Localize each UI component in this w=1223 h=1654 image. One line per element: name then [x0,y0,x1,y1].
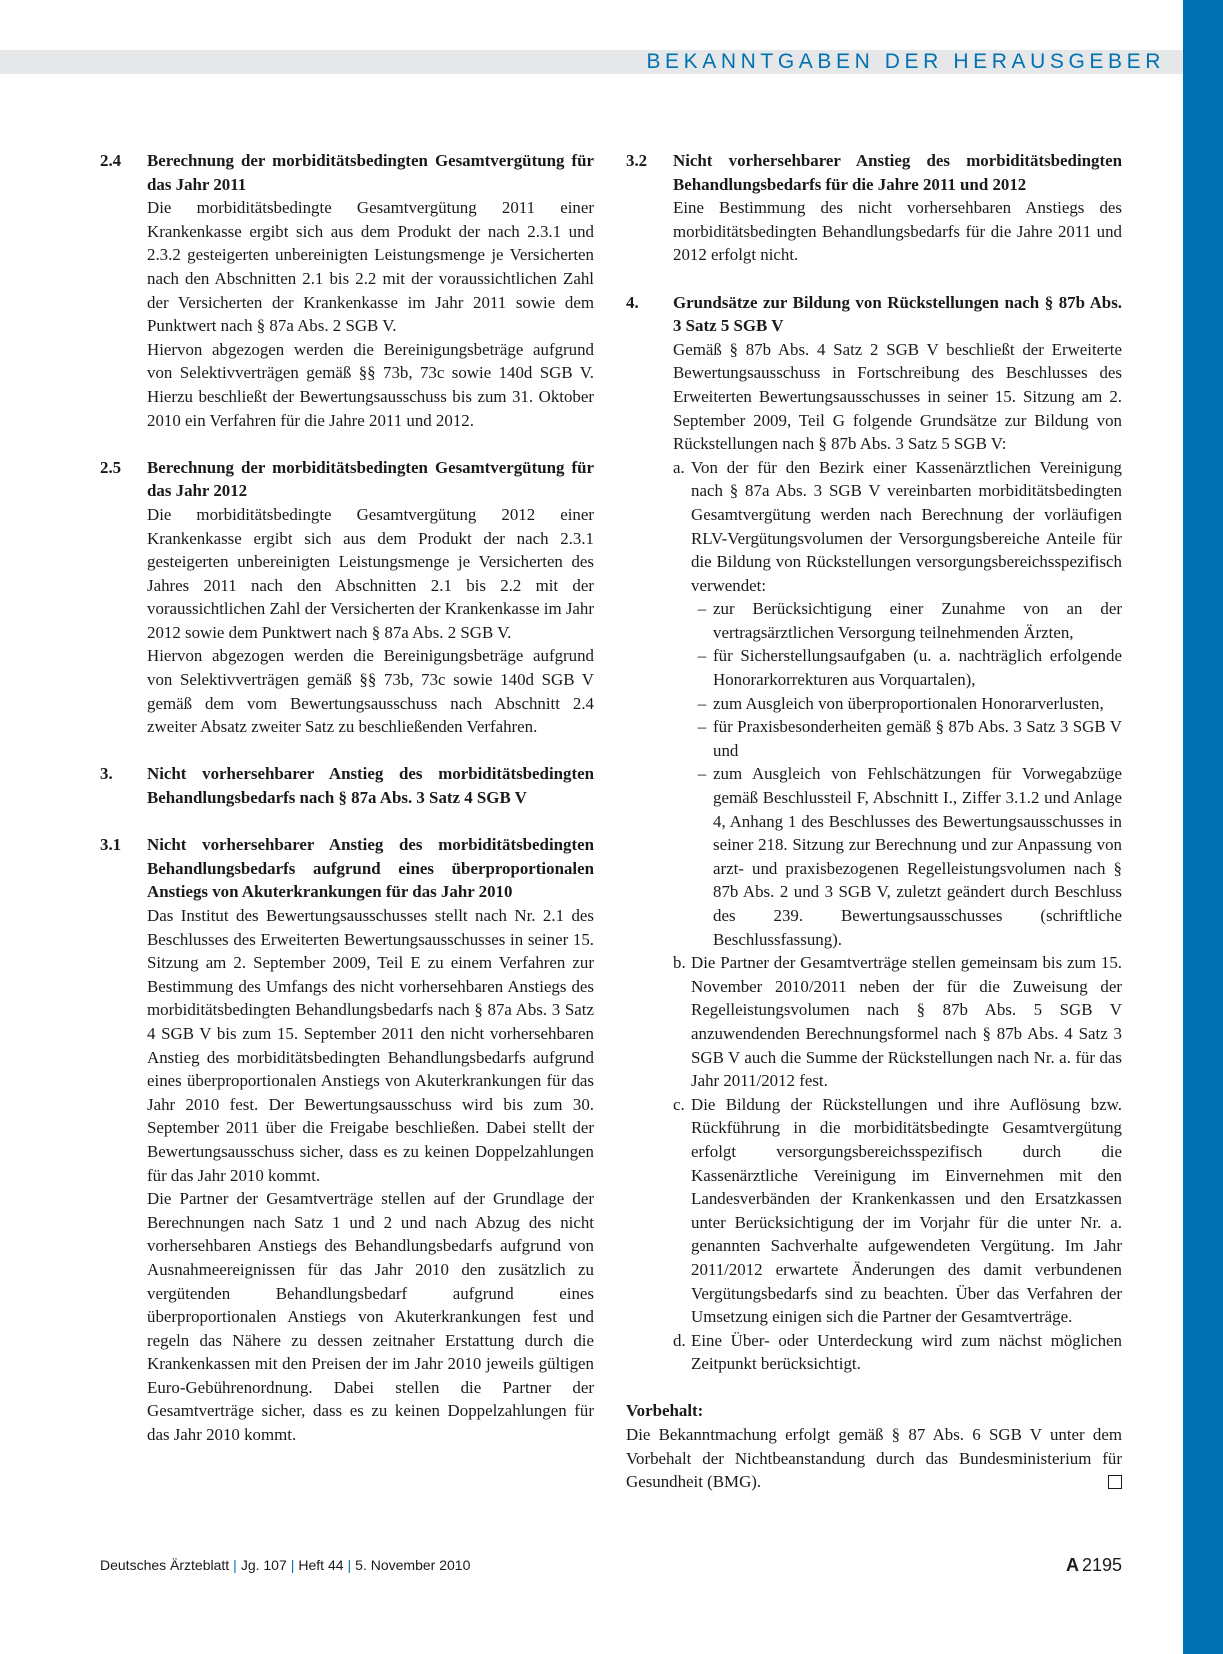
page-number: A 2195 [1065,1555,1122,1575]
section-2-4 [100,149,594,432]
section-heading: Grundsätze zur Bildung von Rückstellungen nach § 87b Abs. 3 Satz 5 SGB V [673,292,1122,336]
section-heading: Nicht vorhersehbarer Anstieg des morbiditätsbedingten Behandlungsbedarfs nach § 87a Abs. 3 Satz 4 SGB V [147,764,594,808]
list-item-text: Von der für den Bezirk einer Kassenärztlichen Vereinigung nach § 87a Abs. 3 SGB V vereinbarten morbiditätsbedingten Gesamtvergütung werden nach Berechnung der vorläufigen RLV-Vergütungsvolumen der Versorgungsbereiche Anteile für die Bildung von Rückstellungen versorgungsbereichsspezifisch verwendet: [691,457,1122,595]
section-number: 3.2 [626,151,648,170]
section-number: 3. [100,764,113,784]
paragraph: Hiervon abgezogen werden die Bereinigungsbeträge aufgrund von Selektivverträgen gemäß §§ 73b, 73c sowie 140d SGB V gemäß dem vom Bewertungsausschuss nach Abschnitt 2.4 zweiter Absatz zweiter Satz zu beschließenden Verfahren. [147,646,594,737]
dash-item-text: zum Ausgleich von überproportionalen Honorarverlusten, [713,693,1104,713]
paragraph: Das Institut des Bewertungsausschusses stellt nach Nr. 2.1 des Beschlusses des Erweiterten Bewertungsausschusses in seiner 15. Sitzung am 2. September 2009, Teil E zu einem Verfahren zur Bestimmung des Umfangs des nicht vorhersehbaren Anstiegs des morbiditätsbedingten Behandlungsbedarfs nach § 87a Abs. 3 Satz 4 SGB V bis zum 15. September 2011 den nicht vorhersehbaren Anstieg des morbiditätsbedingten Behandlungsbedarfs aufgrund eines überproportionalen Anstiegs von Akuterkrankungen für das Jahr 2010 fest. Der Bewertungsausschuss wird bis zum 30. September 2011 über die Freigabe beschließen. Dabei stellt der Bewertungsausschuss sicher, dass es zu keinen Doppelzahlungen für das Jahr 2010 kommt. [147,906,594,1185]
dash-list-item [691,644,1122,691]
section-number: 3.1 [100,835,122,855]
list-item-c [673,1093,1122,1329]
vorbehalt-text: Die Bekanntmachung erfolgt gemäß § 87 Abs. 6 SGB V unter dem Vorbehalt der Nichtbeanstandung durch das Bundesministerium für Gesundheit (BMG). [626,1425,1122,1492]
end-of-article-box-icon [1108,1475,1122,1489]
section-heading: Berechnung der morbiditätsbedingten Gesamtvergütung für das Jahr 2012 [147,457,594,501]
dash-list-item [691,715,1122,762]
dash-item-text: für Sicherstellungsaufgaben (u. a. nachträglich erfolgende Honorarkorrekturen aus Vorquartalen), [713,646,1122,690]
paragraph: Die Partner der Gesamtverträge stellen auf der Grundlage der Berechnungen nach Satz 1 und 2 und nach Abzug des nicht vorhersehbaren Anstiegs des Behandlungsbedarfs aufgrund von Ausnahmeereignissen für das Jahr 2010 den zusätzlich zu vergütenden Behandlungsbedarf aufgrund eines überproportionalen Anstiegs von Akuterkrankungen fest und regeln das Nähere zu dessen zeitnaher Erstattung durch die Krankenkassen mit den Preisen der im Jahr 2010 jeweils gültigen Euro-Gebührenordnung. Dabei stellen die Partner der Gesamtverträge sicher, dass es zu keinen Doppelzahlungen für das Jahr 2010 kommt. [147,1189,594,1445]
dash-item-text: zur Berücksichtigung einer Zunahme von an der vertragsärztlichen Versorgung teilnehmenden Ärzten, [713,599,1122,642]
section-heading: Nicht vorhersehbarer Anstieg des morbiditätsbedingten Behandlungsbedarfs für die Jahre 2011 und 2012 [673,151,1122,194]
section-heading: Nicht vorhersehbarer Anstieg des morbiditätsbedingten Behandlungsbedarfs aufgrund eines überproportionalen Anstiegs von Akuterkrankungen für das Jahr 2010 [147,835,594,902]
list-item-a [673,456,1122,598]
journal-issue: Heft 44 [298,1557,344,1573]
paragraph: Eine Bestimmung des nicht vorhersehbaren Anstiegs des morbiditätsbedingten Behandlungsbedarfs für die Jahre 2011 und 2012 erfolgt nicht. [673,198,1122,265]
list-marker: b. [673,953,686,973]
list-marker: c. [673,1094,685,1114]
side-color-bar [1183,0,1223,1654]
list-item-b [673,951,1122,1093]
paragraph: Die morbiditätsbedingte Gesamtvergütung 2011 einer Krankenkasse ergibt sich aus dem Produkt der nach 2.3.1 und 2.3.2 gesteigerten unbereinigten Leistungsmenge je Versicherten nach den Abschnitten 2.1 bis 2.2 mit der voraussichtlichen Zahl der Versicherten der Krankenkasse im Jahr 2011 sowie dem Punktwert nach § 87a Abs. 2 SGB V. [147,198,594,336]
dash-marker: – [697,693,707,713]
journal-date: 5. November 2010 [355,1557,471,1573]
dash-list-item [691,597,1122,644]
list-item-d [673,1329,1122,1376]
section-3 [100,762,594,809]
dash-item-text: für Praxisbesonderheiten gemäß § 87b Abs. 3 Satz 3 SGB V und [713,717,1122,760]
list-item-text: Die Bildung der Rückstellungen und ihre Auflösung bzw. Rückführung in die morbiditätsbedingte Gesamtvergütung erfolgt versorgungsbereichsspezifisch durch die Kassenärztliche Vereinigung im Einvernehmen mit den Landesverbänden der Krankenkassen und den Ersatzkassen unter Berücksichtigung der im Vorjahr für die unter Nr. a. genannten Sachverhalte aufgewendeten Vergütung. Im Jahr 2011/2012 erwartete Änderungen des damit verbundenen Vergütungsbedarfs sind zu beachten. Über das Verfahren der Umsetzung einigen sich die Partner der Gesamtverträge. [691,1094,1122,1327]
paragraph: Hiervon abgezogen werden die Bereinigungsbeträge aufgrund von Selektivverträgen gemäß §§ 73b, 73c sowie 140d SGB V. Hierzu beschließt der Bewertungsausschuss bis zum 31. Oktober 2010 ein Verfahren für die Jahre 2011 und 2012. [147,339,594,430]
paragraph: Die morbiditätsbedingte Gesamtvergütung 2012 einer Krankenkasse ergibt sich aus dem Produkt der nach 2.3.1 gesteigerten unbereinigten Leistungsmenge je Versicherten des Jahres 2011 nach den Abschnitten 2.1 bis 2.2 mit der voraussichtlichen Zahl der Versicherten der Krankenkasse im Jahr 2012 sowie dem Punktwert nach § 87a Abs. 2 SGB V. [147,504,594,642]
section-3-1 [100,833,594,1446]
dash-marker: – [697,646,707,666]
list-marker: d. [673,1330,686,1350]
list-item-text: Die Partner der Gesamtverträge stellen gemeinsam bis zum 15. November 2010/2011 neben der für die Zuweisung der Regelleistungsvolumen nach § 87b Abs. 5 SGB V anzuwendenden Berechnungsformel nach § 87b Abs. 4 Satz 3 SGB V auch die Summe der Rückstellungen nach Nr. a. für das Jahr 2011/2012 fest. [691,953,1122,1091]
journal-volume: Jg. 107 [240,1557,287,1573]
right-column [626,149,1122,1494]
left-column [100,149,594,1447]
section-4 [626,291,1122,1376]
section-2-5 [100,456,594,739]
section-header-title: BEKANNTGABEN DER HERAUSGEBER [646,50,1165,73]
journal-name: Deutsches Ärzteblatt [100,1557,230,1573]
list-item-text: Eine Über- oder Unterdeckung wird zum nächst möglichen Zeitpunkt berücksichtigt. [691,1330,1122,1374]
list-marker: a. [673,457,685,477]
dash-marker: – [697,717,707,737]
section-number: 4. [626,292,639,312]
section-heading: Berechnung der morbiditätsbedingten Gesamtvergütung für das Jahr 2011 [147,151,594,194]
dash-item-text: zum Ausgleich von Fehlschätzungen für Vorwegabzüge gemäß Beschlussteil F, Abschnitt I., Ziffer 3.1.2 und Anlage 4, Anhang 1 des Beschlusses des Bewertungsausschusses in seiner 218. Sitzung zur Berechnung und zur Anpassung von arzt- und praxisbezogenen Regelleistungsvolumen nach § 87b Abs. 2 und 3 SGB V, zuletzt geändert durch Beschluss des 239. Bewertungsausschusses (schriftliche Beschlussfassung). [713,764,1122,949]
page-footer: Deutsches Ärzteblatt | Jg. 107 | Heft 44 | 5. November 2010 A 2195 [100,1555,1122,1575]
dash-list-item [691,762,1122,951]
paragraph: Gemäß § 87b Abs. 4 Satz 2 SGB V beschließt der Erweiterte Bewertungsausschuss in Fortschreibung des Beschlusses des Erweiterten Bewertungsausschusses in seiner 15. Sitzung am 2. September 2009, Teil G folgende Grundsätze zur Bildung von Rückstellungen nach § 87b Abs. 3 Satz 5 SGB V: [673,339,1122,454]
section-3-2 [626,149,1122,267]
section-number: 2.4 [100,151,122,170]
dash-marker: – [697,764,707,784]
dash-list-item [691,692,1122,716]
section-number: 2.5 [100,457,122,477]
vorbehalt-title: Vorbehalt: [626,1401,704,1421]
dash-marker: – [697,599,707,619]
